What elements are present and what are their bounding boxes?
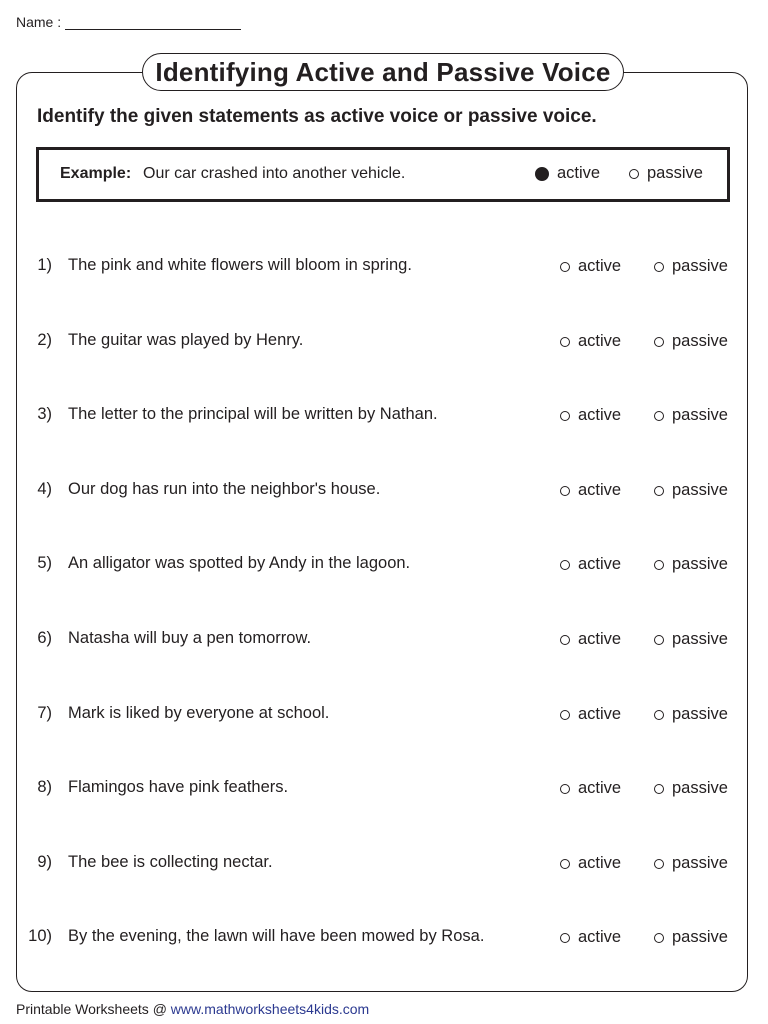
question-number: 9) [37, 853, 52, 871]
question-number: 7) [37, 704, 52, 722]
option-passive[interactable] [654, 630, 728, 649]
question-row [0, 554, 768, 578]
option-active[interactable] [560, 630, 621, 649]
example-box [36, 147, 730, 202]
question-row [0, 927, 768, 951]
option-active[interactable] [560, 854, 621, 873]
question-number: 1) [37, 256, 52, 274]
example-text: Our car crashed into another vehicle. [143, 165, 406, 182]
radio-empty-icon[interactable] [560, 262, 570, 272]
option-label: passive [672, 406, 728, 424]
option-label: passive [672, 332, 728, 350]
option-active[interactable] [560, 705, 621, 724]
option-label: active [578, 555, 622, 573]
question-row [0, 704, 768, 728]
radio-filled-icon [535, 167, 549, 181]
option-passive[interactable] [654, 406, 728, 425]
option-passive[interactable] [654, 854, 728, 873]
option-active[interactable] [560, 555, 621, 574]
option-label: active [578, 257, 622, 275]
option-label: passive [672, 481, 728, 499]
question-row [0, 480, 768, 504]
radio-empty-icon[interactable] [654, 337, 664, 347]
question-number: 10) [28, 927, 52, 945]
question-row [0, 629, 768, 653]
radio-empty-icon[interactable] [560, 710, 570, 720]
option-label: passive [672, 555, 728, 573]
question-text: Our dog has run into the neighbor's house. [68, 480, 381, 498]
radio-empty-icon[interactable] [560, 486, 570, 496]
option-label: passive [672, 854, 728, 872]
radio-empty-icon[interactable] [654, 411, 664, 421]
radio-empty-icon[interactable] [654, 635, 664, 645]
example-label: Example: [60, 165, 132, 182]
question-row [0, 778, 768, 802]
option-active[interactable] [560, 481, 621, 500]
radio-empty-icon[interactable] [654, 262, 664, 272]
option-label: active [578, 779, 622, 797]
option-label: passive [672, 928, 728, 946]
footer [16, 1001, 369, 1017]
question-text: Natasha will buy a pen tomorrow. [68, 629, 312, 647]
option-passive[interactable] [654, 257, 728, 276]
worksheet-title: Identifying Active and Passive Voice [142, 53, 624, 91]
option-passive[interactable] [654, 332, 728, 351]
option-active[interactable] [560, 779, 621, 798]
radio-empty-icon[interactable] [654, 933, 664, 943]
example-option-active [535, 164, 600, 183]
radio-empty-icon[interactable] [654, 486, 664, 496]
option-label: passive [672, 779, 728, 797]
option-label: active [578, 481, 622, 499]
option-label: passive [672, 257, 728, 275]
option-label: active [578, 854, 622, 872]
option-active[interactable] [560, 332, 621, 351]
question-number: 6) [37, 629, 52, 647]
question-text: The pink and white flowers will bloom in spring. [68, 256, 412, 274]
radio-empty-icon[interactable] [560, 784, 570, 794]
name-label: Name : [16, 14, 62, 30]
question-number: 2) [37, 331, 52, 349]
option-passive[interactable] [654, 705, 728, 724]
option-label: active [578, 406, 622, 424]
question-row [0, 256, 768, 280]
question-number: 8) [37, 778, 52, 796]
radio-empty-icon[interactable] [654, 710, 664, 720]
radio-empty-icon[interactable] [654, 560, 664, 570]
footer-link[interactable]: www.mathworksheets4kids.com [170, 1001, 370, 1017]
question-text: By the evening, the lawn will have been mowed by Rosa. [68, 927, 485, 945]
question-text: Flamingos have pink feathers. [68, 778, 289, 796]
question-row [0, 331, 768, 355]
radio-empty-icon[interactable] [654, 859, 664, 869]
option-label: active [578, 630, 622, 648]
instructions: Identify the given statements as active voice or passive voice. [37, 106, 597, 127]
option-passive[interactable] [654, 779, 728, 798]
question-text: The guitar was played by Henry. [68, 331, 304, 349]
question-row [0, 853, 768, 877]
radio-empty-icon[interactable] [560, 411, 570, 421]
option-label: passive [672, 630, 728, 648]
question-text: An alligator was spotted by Andy in the lagoon. [68, 554, 411, 572]
option-label: active [557, 164, 601, 182]
radio-empty-icon[interactable] [560, 337, 570, 347]
question-row [0, 405, 768, 429]
option-passive[interactable] [654, 928, 728, 947]
option-active[interactable] [560, 928, 621, 947]
option-passive[interactable] [654, 555, 728, 574]
question-number: 4) [37, 480, 52, 498]
option-active[interactable] [560, 257, 621, 276]
option-passive[interactable] [654, 481, 728, 500]
radio-empty-icon[interactable] [560, 635, 570, 645]
question-text: Mark is liked by everyone at school. [68, 704, 330, 722]
name-field [16, 11, 241, 30]
question-text: The letter to the principal will be written by Nathan. [68, 405, 438, 423]
option-label: active [578, 705, 622, 723]
question-text: The bee is collecting nectar. [68, 853, 273, 871]
radio-empty-icon[interactable] [560, 933, 570, 943]
footer-prefix: Printable Worksheets @ [16, 1001, 171, 1017]
option-label: active [578, 928, 622, 946]
option-label: passive [672, 705, 728, 723]
option-active[interactable] [560, 406, 621, 425]
example-option-passive [629, 164, 703, 183]
question-number: 3) [37, 405, 52, 423]
radio-empty-icon[interactable] [560, 560, 570, 570]
option-label: active [578, 332, 622, 350]
radio-empty-icon[interactable] [560, 859, 570, 869]
radio-empty-icon[interactable] [654, 784, 664, 794]
name-input-line[interactable] [65, 11, 241, 30]
radio-empty-icon [629, 169, 639, 179]
option-label: passive [647, 164, 703, 182]
question-number: 5) [37, 554, 52, 572]
